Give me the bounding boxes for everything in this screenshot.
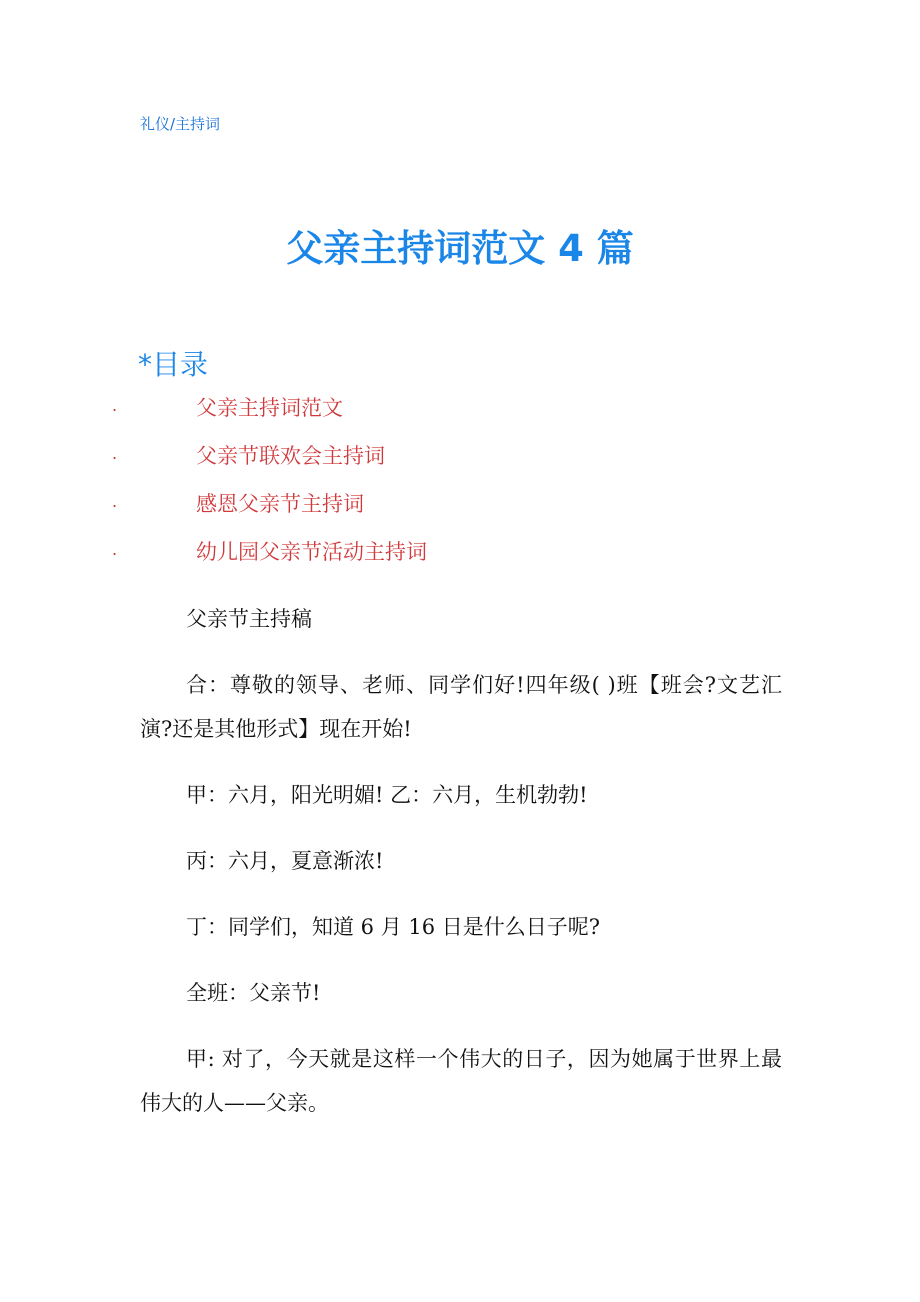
- paragraph: 丁：同学们，知道 6 月 16 日是什么日子呢?: [186, 915, 601, 939]
- toc-item: [0, 440, 920, 488]
- document-category: 礼仪/主持词: [140, 115, 221, 133]
- paragraph: 甲：六月，阳光明媚! 乙：六月，生机勃勃!: [186, 783, 588, 807]
- toc-bullet: .: [112, 444, 118, 463]
- paragraph: 甲: 对了，今天就是这样一个伟大的日子，因为她属于世界上最伟大的人——父亲。: [140, 1047, 782, 1115]
- document-body: [140, 597, 782, 1147]
- toc-item: [0, 392, 920, 440]
- paragraph: 全班：父亲节!: [186, 981, 321, 1005]
- paragraph: 合：尊敬的领导、老师、同学们好!四年级( )班【班会?文艺汇演?还是其他形式】现在开始!: [140, 673, 782, 741]
- section-title: 父亲节主持稿: [186, 607, 312, 631]
- document-title: 父亲主持词范文 4 篇: [286, 227, 634, 270]
- toc-link-3[interactable]: 感恩父亲节主持词: [196, 492, 364, 516]
- toc-bullet: .: [112, 540, 118, 559]
- toc-bullet: .: [112, 492, 118, 511]
- toc-item: [0, 488, 920, 536]
- toc-bullet: .: [112, 396, 118, 415]
- toc-link-2[interactable]: 父亲节联欢会主持词: [196, 444, 385, 468]
- toc-link-4[interactable]: 幼儿园父亲节活动主持词: [196, 540, 427, 564]
- toc-link-1[interactable]: 父亲主持词范文: [196, 396, 343, 420]
- table-of-contents: [0, 392, 920, 584]
- toc-heading: *目录: [138, 348, 209, 381]
- paragraph: 丙：六月，夏意渐浓!: [186, 849, 384, 873]
- toc-item: [0, 536, 920, 584]
